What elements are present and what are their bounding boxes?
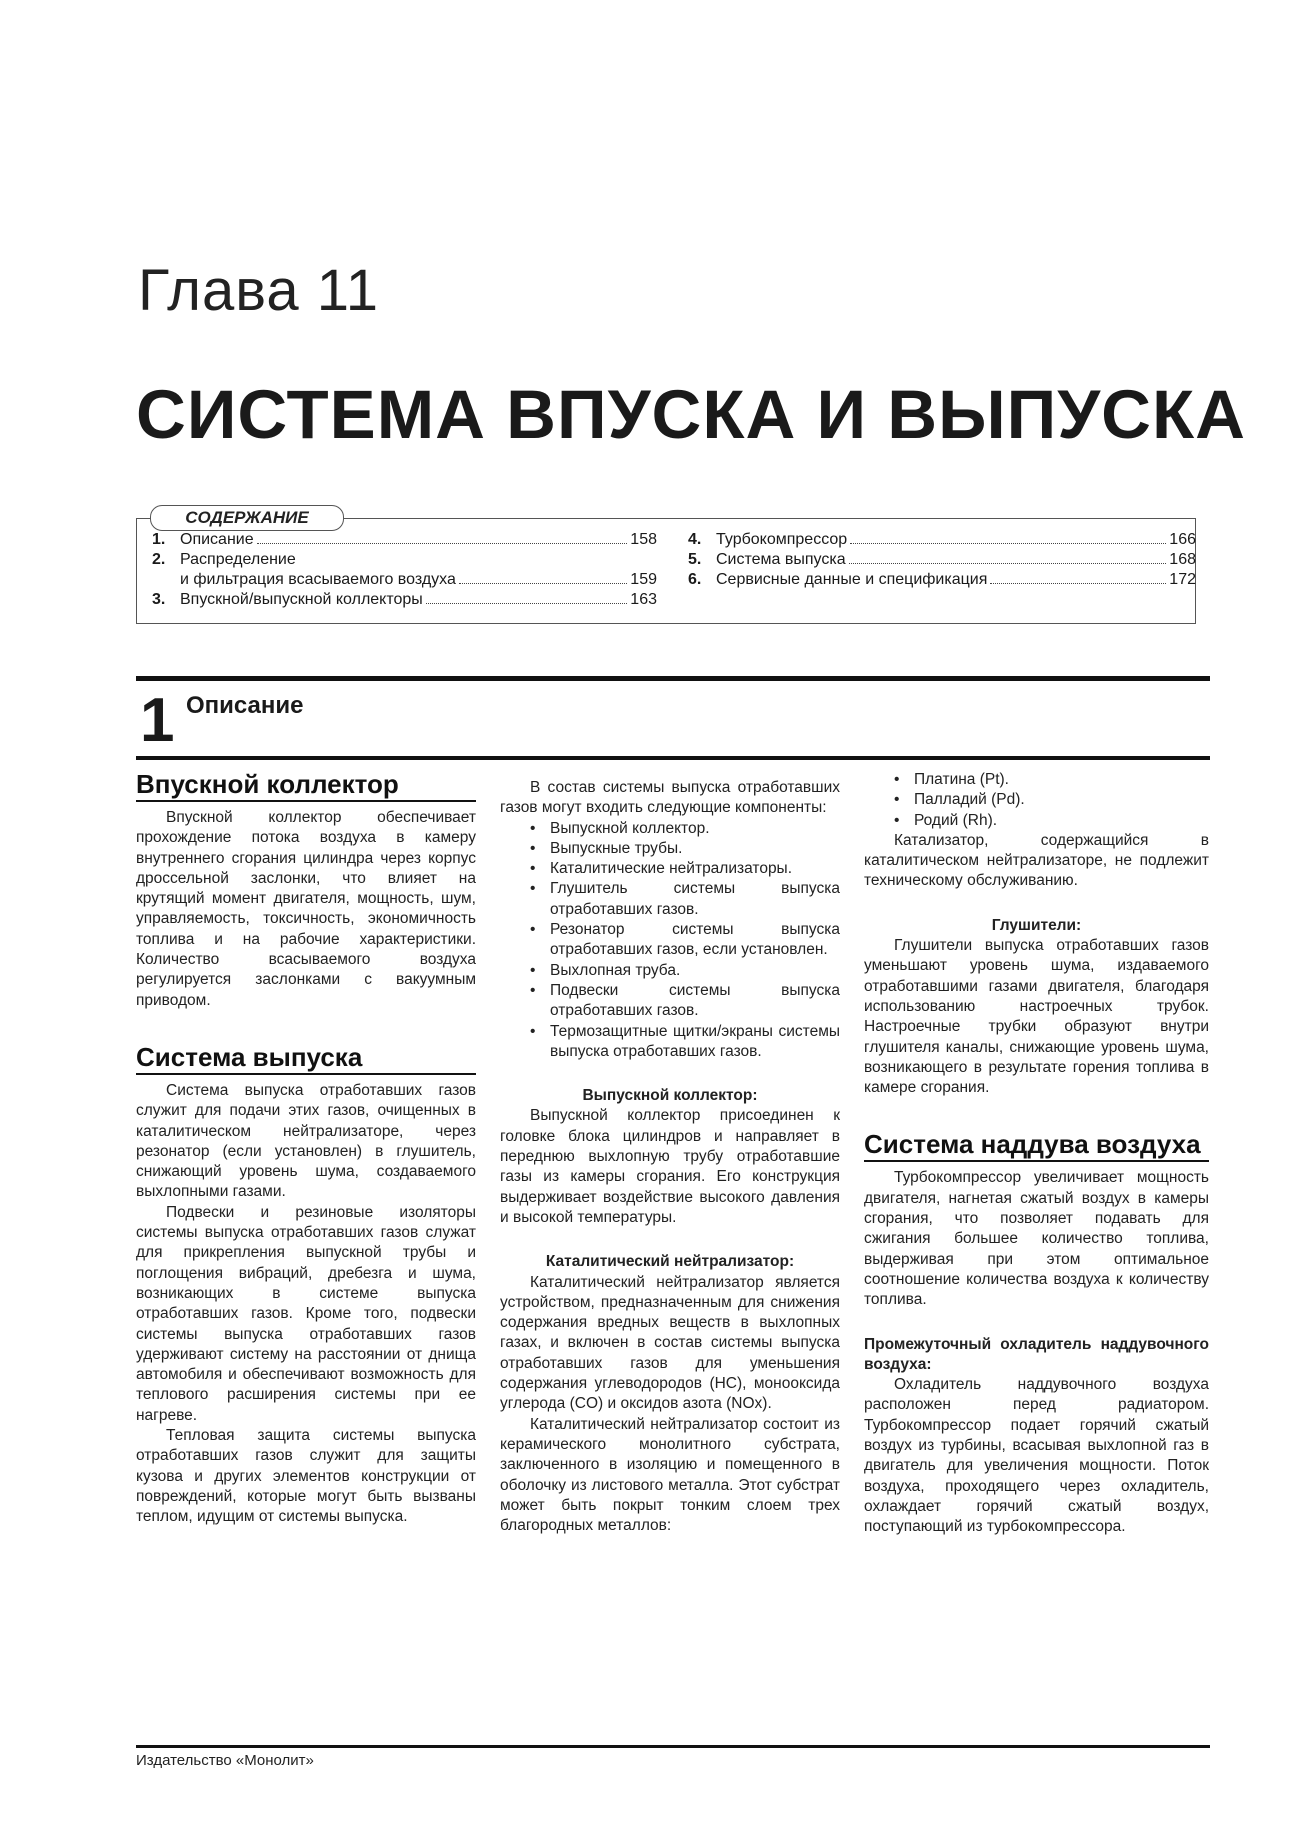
intake-manifold-heading: Впускной коллектор [136,770,476,802]
list-item: • Выпускные трубы. [530,839,840,859]
catalyst-paragraph-2: Каталитический нейтрализатор состоит из керамического монолитного субстрата, заключенного в изоляцию и помещенного в оболочку из листового металла. Этот субстрат может быть покрыт тонким слоем трех благородных металлов: [500,1415,840,1535]
components-list [500,819,840,1063]
toc-leader-dots [426,603,628,604]
toc-leader-dots [850,543,1166,544]
toc-item[interactable] [152,550,657,570]
list-item: • Родий (Rh). [894,811,1209,831]
catalyst-paragraph-1: Каталитический нейтрализатор является устройством, предназначенным для снижения содержания вредных веществ в выхлопных газах, и включен в состав системы выпуска отработавших газов для уменьшения содержания углеводородов (HC), монооксида углерода (CO) и оксидов азота (NOx). [500,1273,840,1413]
chapter-title: СИСТЕМА ВПУСКА И ВЫПУСКА [136,376,1246,453]
mufflers-paragraph: Глушители выпуска отработавших газов уменьшают уровень шума, издаваемого отработавшими газами двигателя, благодаря использованию настроечных трубок. Настроечные трубки образуют внутри глушителя каналы, снижающие уровень шума, возникающего в результате горения топлива в камере сгорания. [864,937,1209,1097]
toc-item[interactable] [688,570,1196,590]
toc-item[interactable] [688,530,1196,550]
toc-item-title: Система выпуска [716,551,846,568]
mufflers-subheading: Глушители: [991,916,1082,934]
toc-leader-dots [459,583,627,584]
toc-item-page: 163 [630,591,657,608]
toc-item[interactable] [152,530,657,550]
exhaust-manifold-subheading: Выпускной коллектор: [582,1087,758,1105]
catalyst-note: Катализатор, содержащийся в каталитическом нейтрализаторе, не подлежит техническому обслуживанию. [864,831,1209,890]
catalyst-subheading: Каталитический нейтрализатор: [545,1253,795,1271]
toc-heading: СОДЕРЖАНИЕ [150,505,344,531]
chapter-label: Глава 11 [138,258,379,323]
toc-item-title: Описание [180,531,254,548]
list-item: • Подвески системы выпуска отработавших газов. [530,981,840,1022]
heat-shield-paragraph: Тепловая защита системы выпуска отработавших газов служит для защиты кузова и других элементов конструкции от повреждений, которые могут быть вызваны теплом, идущим от системы выпуска. [136,1427,476,1526]
toc-item-title: Сервисные данные и спецификация [716,571,988,588]
toc-leader-dots [990,583,1166,584]
list-item: • Выхлопная труба. [530,961,840,981]
section-rule-bottom [136,756,1210,760]
publisher-label: Издательство «Монолит» [136,1752,314,1769]
exhaust-system-heading: Система выпуска [136,1043,476,1075]
toc-item-number: 2. [152,551,166,568]
toc-item-number: 1. [152,531,166,548]
intercooler-paragraph: Охладитель наддувочного воздуха расположен перед радиатором. Турбокомпрессор подает горячий сжатый воздух из турбины, всасывая выхлопной газ в двигатель для увеличения мощности. Поток воздуха, проходящего через охладитель, охлаждает горячий сжатый воздух, поступающий из турбокомпрессора. [864,1376,1209,1536]
toc-item-page: 158 [630,531,657,548]
toc-item-page: 166 [1169,531,1196,548]
toc-right-column [688,530,1196,590]
toc-item[interactable] [152,570,657,590]
toc-item-page: 168 [1169,551,1196,568]
toc-item[interactable] [152,590,657,610]
intercooler-subheading: Промежуточный охладитель наддувочного воздуха: [864,1335,1209,1373]
text-column-2 [500,770,840,1536]
section-number: 1 [140,686,175,755]
footer-rule [136,1745,1210,1748]
toc-item-number: 5. [688,551,702,568]
toc-item-title: и фильтрация всасываемого воздуха [180,571,456,588]
toc-item-title: Турбокомпрессор [716,531,848,548]
list-item: • Глушитель системы выпуска отработавших газов. [530,879,840,920]
components-intro: В состав системы выпуска отработавших газов могут входить следующие компоненты: [500,779,840,817]
exhaust-manifold-paragraph: Выпускной коллектор присоединен к головке блока цилиндров и направляет в переднюю выхлопную трубу отработавшие газы из камеры сгорания. Его конструкция выдерживает воздействие высокого давления и высокой температуры. [500,1107,840,1226]
toc-item[interactable] [688,550,1196,570]
exhaust-system-paragraph: Система выпуска отработавших газов служит для подачи этих газов, очищенных в каталитическом нейтрализаторе, через резонатор (если установлен) в глушитель, снижающий уровень шума, создаваемого выхлопными газами. [136,1081,476,1201]
toc-left-column [152,530,657,610]
toc-item-number: 4. [688,531,702,548]
text-column-3 [864,770,1209,1538]
text-column-1 [136,770,476,1528]
precious-metals-list [864,770,1209,831]
toc-item-number: 3. [152,591,166,608]
toc-leader-dots [849,563,1167,564]
intake-manifold-paragraph: Впускной коллектор обеспечивает прохождение потока воздуха в камеру внутреннего сгорания цилиндра через корпус дроссельной заслонки, что влияет на крутящий момент двигателя, мощность, шум, управляемость, токсичность, экономичность топлива и на рабочие характеристики. Количество всасываемого воздуха регулируется заслонками с вакуумным приводом. [136,809,476,1009]
turbocharger-paragraph: Турбокомпрессор увеличивает мощность двигателя, нагнетая сжатый воздух в камеры сгорания, что позволяет подавать для сжигания большее количество топлива, выдерживая при этом оптимальное соотношение количества воздуха к количеству топлива. [864,1169,1209,1309]
toc-item-title: Впускной/выпускной коллекторы [180,591,423,608]
list-item: • Палладий (Pd). [894,790,1209,810]
list-item: • Резонатор системы выпуска отработавших газов, если установлен. [530,920,840,961]
toc-item-number: 6. [688,571,702,588]
toc-item-title: Распределение [180,551,296,568]
list-item: • Платина (Pt). [894,770,1209,790]
toc-leader-dots [257,543,628,544]
list-item: • Термозащитные щитки/экраны системы выпуска отработавших газов. [530,1022,840,1063]
section-rule-top [136,676,1210,681]
toc-item-page: 159 [630,571,657,588]
list-item: • Каталитические нейтрализаторы. [530,859,840,879]
exhaust-hangers-paragraph: Подвески и резиновые изоляторы системы выпуска отработавших газов служат для прикрепления выпускной трубы и поглощения вибраций, дребезга и шума, возникающих в системе выпуска отработавших газов. Кроме того, подвески системы выпуска отработавших газов удерживают систему на расстоянии от днища автомобиля и обеспечивают возможность для теплового расширения системы при ее нагреве. [136,1203,476,1424]
section-title: Описание [186,692,304,719]
toc-item-page: 172 [1169,571,1196,588]
list-item: • Выпускной коллектор. [530,819,840,839]
boost-system-heading: Система наддува воздуха [864,1130,1209,1162]
